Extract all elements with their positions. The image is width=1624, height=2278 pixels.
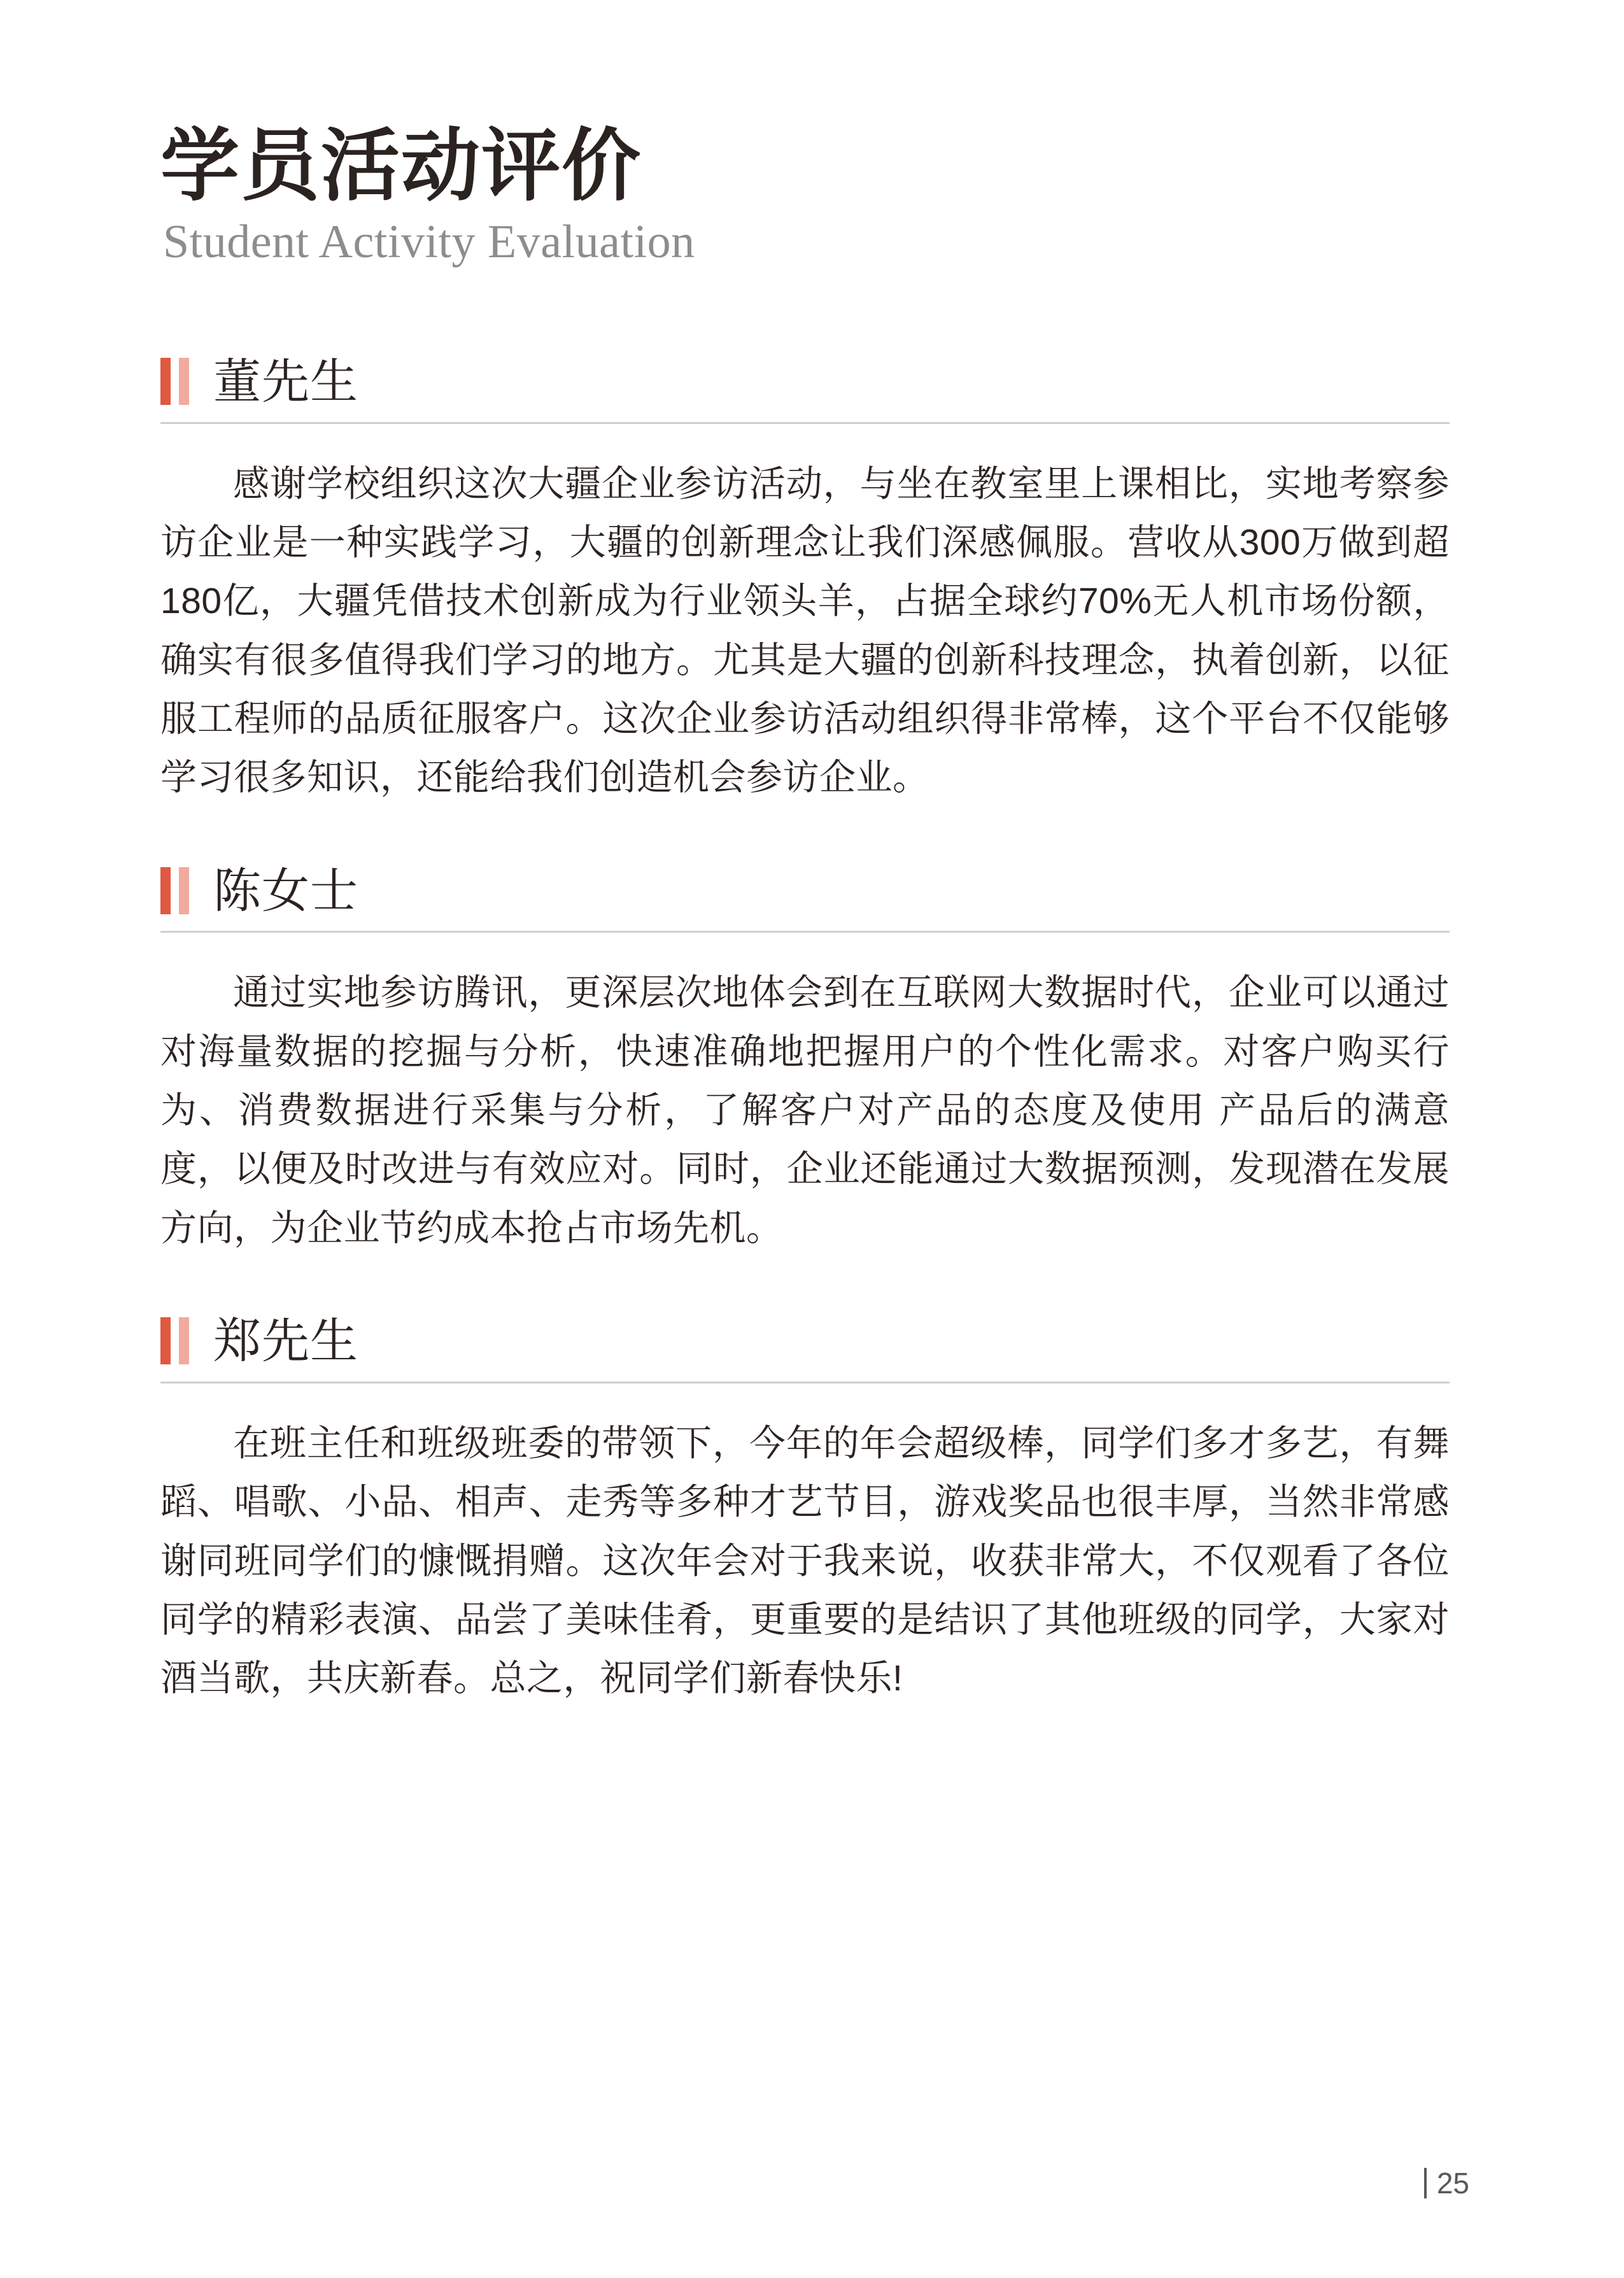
double-bar-icon	[160, 867, 189, 914]
footer-divider-icon	[1424, 2168, 1427, 2198]
evaluation-section	[160, 863, 1450, 1257]
section-body: 感谢学校组织这次大疆企业参访活动，与坐在教室里上课相比，实地考察参访企业是一种实践学习，大疆的创新理念让我们深感佩服。营收从300万做到超180亿，大疆凭借技术创新成为行业领头羊，占据全球约70%无人机市场份额，确实有很多值得我们学习的地方。尤其是大疆的创新科技理念，执着创新，以征服工程师的品质征服客户。这次企业参访活动组织得非常棒，这个平台不仅能够学习很多知识，还能给我们创造机会参访企业。	[160, 463, 1450, 798]
bar-dark-icon	[160, 358, 171, 405]
bar-light-icon	[179, 358, 189, 405]
evaluation-section	[160, 357, 1450, 807]
page-number: 25	[1436, 2167, 1469, 2200]
page-footer	[1424, 2168, 1469, 2198]
section-body: 通过实地参访腾讯，更深层次地体会到在互联网大数据时代，企业可以通过对海量数据的挖掘与分析，快速准确地把握用户的个性化需求。对客户购买行为、消费数据进行采集与分析，了解客户对产品的态度及使用 产品后的满意度，以便及时改进与有效应对。同时，企业还能通过大数据预测，发现潜在发展方向，为企业节约成本抢占市场先机。	[160, 972, 1450, 1249]
bar-dark-icon	[160, 1317, 171, 1364]
double-bar-icon	[160, 358, 189, 405]
page-subtitle: Student Activity Evaluation	[163, 216, 695, 269]
section-title: 董先生	[213, 355, 359, 408]
bar-dark-icon	[160, 867, 171, 914]
page-header	[160, 122, 1472, 269]
section-body: 在班主任和班级班委的带领下，今年的年会超级棒，同学们多才多艺，有舞蹈、唱歌、小品、相声、走秀等多种才艺节目，游戏奖品也很丰厚，当然非常感谢同班同学们的慷慨捐赠。这次年会对于我来说，收获非常大，不仅观看了各位同学的精彩表演、品尝了美味佳肴，更重要的是结识了其他班级的同学，大家对酒当歌，共庆新春。总之，祝同学们新春快乐!	[160, 1422, 1450, 1699]
evaluation-sections	[160, 357, 1450, 1708]
bar-light-icon	[179, 867, 189, 914]
evaluation-section	[160, 1316, 1450, 1708]
section-title: 陈女士	[213, 863, 359, 917]
section-header	[160, 357, 1450, 424]
section-title: 郑先生	[213, 1314, 359, 1368]
bar-light-icon	[179, 1317, 189, 1364]
page-title: 学员活动评价	[160, 122, 642, 210]
double-bar-icon	[160, 1317, 189, 1364]
section-header	[160, 863, 1450, 933]
section-header	[160, 1316, 1450, 1383]
